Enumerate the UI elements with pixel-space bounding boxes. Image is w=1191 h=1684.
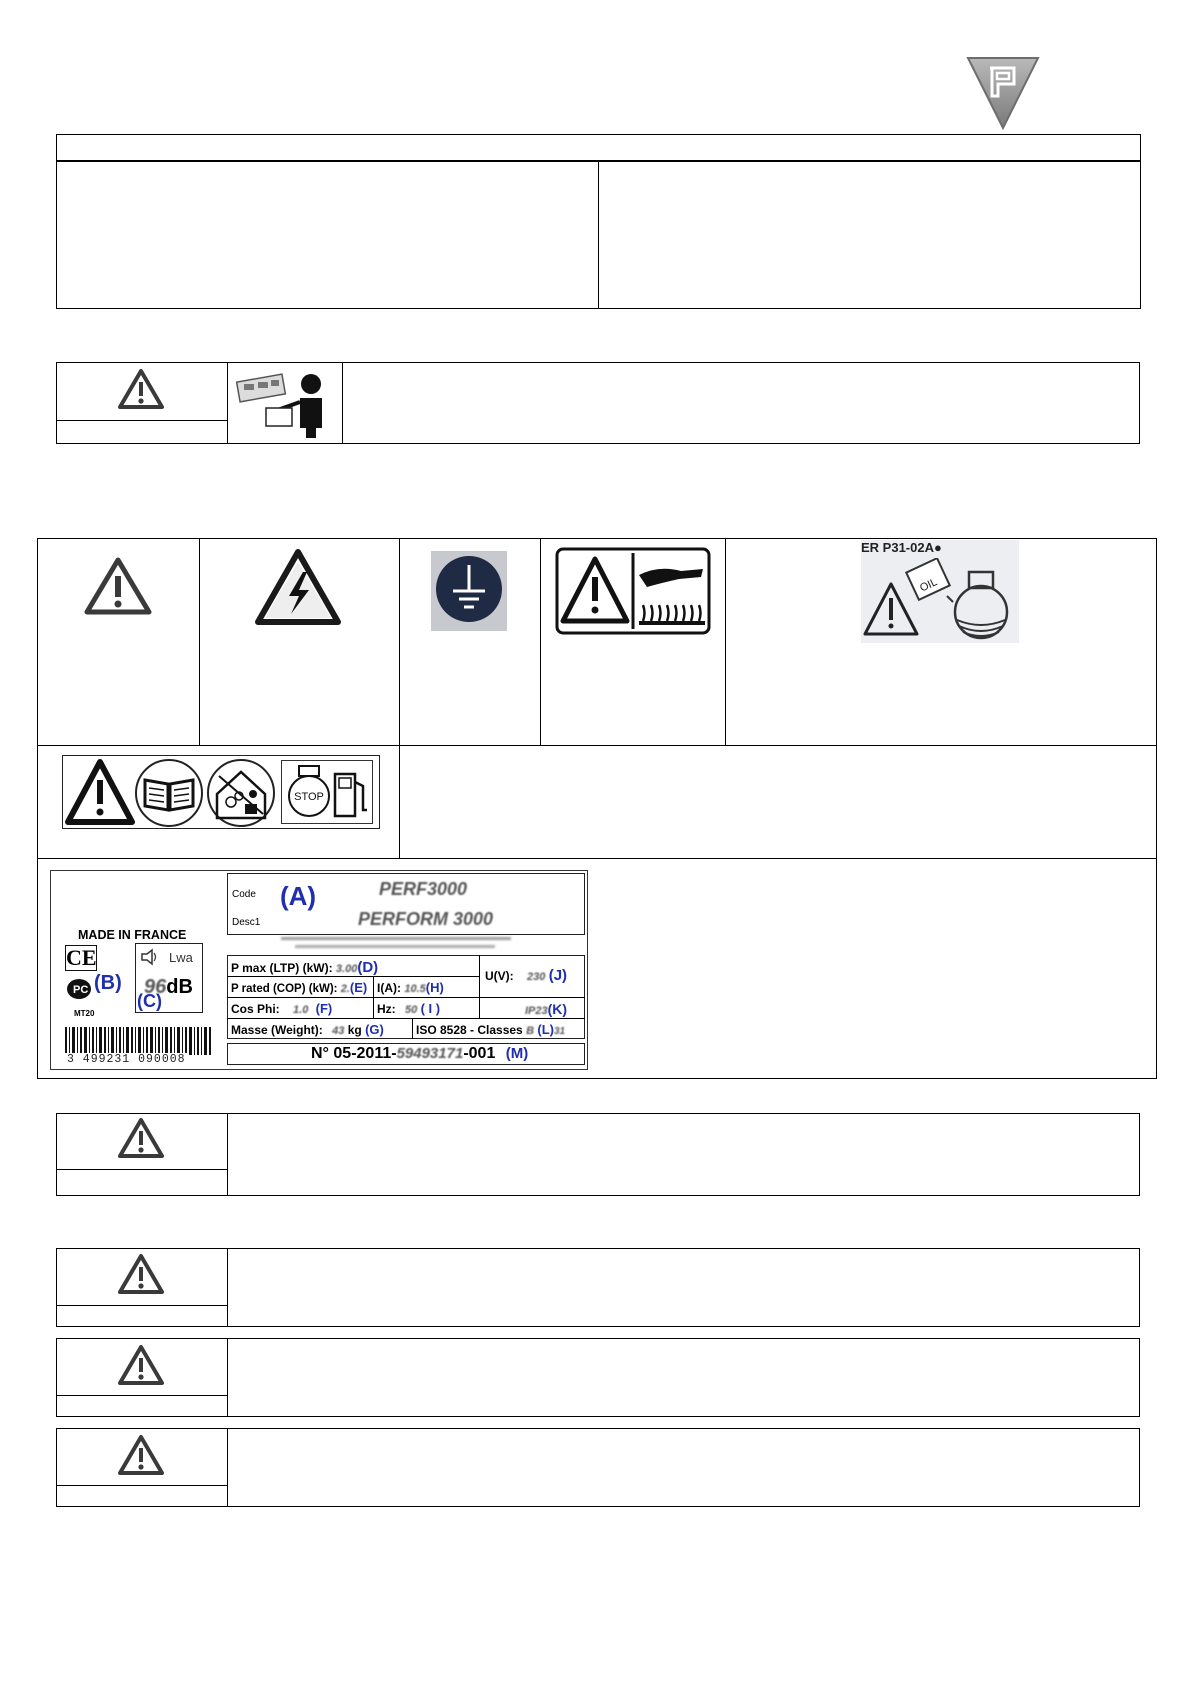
electric-hazard-symbol [255,548,341,631]
mass-value: 43 [332,1025,345,1037]
uv-label: U(V): [485,969,514,983]
symbols-col-1 [199,538,200,745]
pmax-value: 3.00 [335,963,358,975]
warning-block-2 [56,1113,1140,1196]
mass-label: Masse (Weight): [231,1023,323,1037]
speaker-icon [140,948,160,966]
desc-label: Desc1 [232,917,261,928]
db-unit: dB [166,976,193,998]
instruction-symbols-strip [62,755,380,829]
tag-d: (D) [357,959,379,976]
ia-label: I(A): [377,981,401,995]
tag-g: (G) [365,1022,384,1037]
db-value: 96 [144,976,167,998]
serial-mid: 59493171 [396,1045,464,1062]
worker-reading-label-icon [236,370,336,438]
nameplate-label [50,870,588,1070]
hz-label: Hz: [377,1002,396,1016]
specs-col-mid-divider [373,976,374,1018]
warning-triangle-icon [118,1345,164,1385]
warning-triangle-icon [118,1435,164,1475]
ia-value: 10.5 [404,983,426,995]
top-table-column-divider [598,160,599,309]
iso-value: B [526,1025,535,1037]
stop-engine-refuel-icon [283,762,371,822]
hot-surface-icon [555,547,711,635]
warning-block-5-divider [227,1428,228,1507]
warning-block-5 [56,1428,1140,1507]
exhaust-indoor-icon [205,758,277,828]
warning-block-5-label-row [56,1485,227,1486]
warning-block-4 [56,1338,1140,1417]
hot-surface-symbol [555,547,711,640]
iso-label: ISO 8528 - Classes [416,1023,523,1037]
warning-block-2-label-row [56,1169,227,1170]
tag-i: ( I ) [420,1001,441,1016]
earth-ground-symbol [431,551,507,636]
frequency-cell [377,1001,440,1016]
iso-cell [416,1022,565,1037]
iso-tail: 31 [553,1026,566,1037]
tag-k: (K) [547,1001,568,1017]
svg-text:STOP: STOP [294,791,324,803]
voltage-cell [485,967,567,984]
cosphi-cell [231,1001,332,1016]
specs-row-3-divider [227,1018,585,1019]
company-triangle-logo-icon [966,54,1040,130]
pmax-label: P max (LTP) (kW): [231,961,333,975]
warning-triangle-icon [65,758,135,826]
warning-block-3-label-row [56,1305,227,1306]
address-blurred-line [281,937,511,940]
ce-mark [65,945,97,971]
barcode-number: 3 499231 090008 [67,1053,186,1066]
lwa-label: Lwa [169,950,193,965]
prated-row [231,980,367,995]
mark-code: MT20 [74,1009,95,1018]
earth-ground-icon [431,551,507,631]
serial-prefix: N° 05-2011- [311,1045,397,1062]
uv-value: 230 [527,971,546,983]
specs-row-1-divider [227,976,479,977]
warning-block-4-icon [118,1345,164,1385]
prated-value: 2. [340,983,350,995]
desc-value: PERFORM 3000 [358,909,494,929]
warning-block-4-divider [227,1338,228,1417]
symbols-col-2 [399,538,400,858]
tag-f: (F) [315,1001,333,1016]
certification-mark-icon [65,977,95,1001]
mass-unit: kg [347,1023,362,1037]
warning-block-3-icon [118,1254,164,1294]
warning-triangle-icon [84,557,152,615]
hz-value: 50 [405,1004,418,1016]
warning-block-1-divider-2 [342,362,343,444]
warning-block-3 [56,1248,1140,1327]
tag-j: (J) [548,967,568,984]
general-warning-symbol [84,557,152,620]
tag-a: (A) [280,881,317,911]
oil-label: ER P31-02A● [861,540,942,555]
warning-block-3-divider [227,1248,228,1327]
warning-triangle-icon [118,1254,164,1294]
tag-m: (M) [505,1045,529,1062]
read-manual-icon [133,758,205,828]
prated-label: P rated (COP) (kW): [231,983,338,995]
oil-check-symbol [861,540,1019,643]
warning-block-2-icon [118,1118,164,1158]
cos-label: Cos Phi: [231,1002,280,1016]
tag-h: (H) [425,980,444,995]
current-cell [377,980,444,995]
specs-col-uv-divider [479,955,480,1018]
svg-text:PC: PC [73,984,89,996]
ip-cell [525,1001,567,1017]
warning-block-1-icon [118,369,164,409]
tag-c: (C) [137,991,162,1011]
symbols-row-2-bottom [37,858,1157,859]
ip-value: IP23 [525,1005,548,1017]
warning-triangle-icon [118,1118,164,1158]
code-label: Code [232,889,256,900]
code-value: PERF3000 [379,879,468,899]
address-blurred-line-2 [295,945,495,948]
warning-block-2-divider [227,1113,228,1196]
warning-block-4-label-row [56,1395,227,1396]
warning-triangle-icon [118,369,164,409]
tag-l: (L) [537,1022,554,1037]
svg-text:OIL: OIL [918,576,940,595]
specs-row-2-divider [227,997,585,998]
serial-suffix: -001 [463,1045,496,1062]
serial-number [311,1045,528,1063]
mass-cell [231,1022,384,1037]
made-in-france-text: MADE IN FRANCE [78,928,187,942]
worker-inspecting-label-icon [236,370,336,438]
warning-block-1-label-row [56,420,227,421]
oil-check-icon [861,558,1019,642]
tag-b: (B) [94,972,122,994]
tag-e: (E) [349,980,368,995]
symbols-col-4 [725,538,726,745]
company-logo [966,54,1040,130]
cos-value: 1.0 [293,1004,309,1016]
warning-block-1-divider [227,362,228,444]
symbols-col-3 [540,538,541,745]
warning-block-1 [56,362,1140,444]
pmax-row [231,959,378,976]
symbols-row-1-bottom [37,745,1157,746]
electric-hazard-icon [255,548,341,626]
warning-block-5-icon [118,1435,164,1475]
ce-mark-text: CE [66,945,97,970]
specs-col-iso-divider [412,1018,413,1039]
